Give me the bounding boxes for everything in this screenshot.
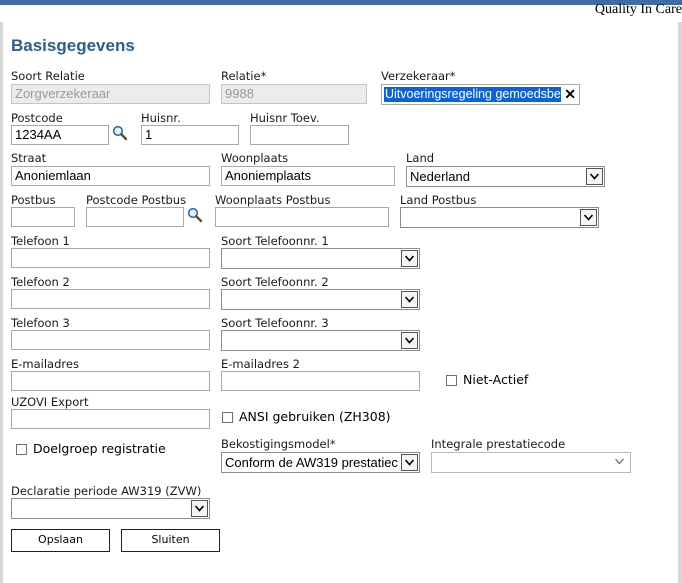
- save-button[interactable]: Opslaan: [11, 529, 110, 552]
- verzekeraar-label: Verzekeraar*: [381, 69, 456, 83]
- integrale-prestatiecode-label: Integrale prestatiecode: [431, 437, 566, 451]
- woonplaats-label: Woonplaats: [221, 151, 289, 165]
- declaratie-periode-label: Declaratie periode AW319 (ZVW): [11, 484, 202, 498]
- doelgroep-label: Doelgroep registratie: [33, 441, 166, 456]
- chevron-down-icon[interactable]: [586, 168, 603, 185]
- close-button[interactable]: Sluiten: [121, 529, 220, 552]
- telefoon3-label: Telefoon 3: [11, 316, 70, 330]
- postcode-input[interactable]: 1234AA: [11, 125, 109, 145]
- land-selected-value: Nederland: [410, 169, 470, 184]
- postcode-postbus-input[interactable]: [86, 207, 184, 227]
- verzekeraar-field[interactable]: [381, 84, 580, 105]
- soort-tel3-label: Soort Telefoonnr. 3: [221, 316, 329, 330]
- ansi-checkbox[interactable]: [222, 412, 233, 423]
- ansi-label: ANSI gebruiken (ZH308): [239, 409, 391, 424]
- chevron-down-icon[interactable]: [401, 291, 418, 308]
- straat-label: Straat: [11, 151, 47, 165]
- postbus-label: Postbus: [11, 193, 56, 207]
- uzovi-export-input[interactable]: [11, 409, 210, 429]
- email2-label: E-mailadres 2: [221, 357, 300, 371]
- soort-tel2-select[interactable]: [221, 289, 420, 310]
- soort-tel2-label: Soort Telefoonnr. 2: [221, 275, 329, 289]
- soort-tel3-select[interactable]: [221, 330, 420, 351]
- woonplaats-input[interactable]: Anoniemplaats: [221, 166, 395, 186]
- land-postbus-select[interactable]: [400, 207, 599, 228]
- bekostigingsmodel-selected-value: Conform de AW319 prestatiec: [225, 455, 398, 470]
- chevron-down-icon[interactable]: [612, 454, 629, 471]
- chevron-down-icon[interactable]: [401, 332, 418, 349]
- niet-actief-checkbox[interactable]: [446, 375, 457, 386]
- search-icon[interactable]: [187, 207, 203, 223]
- chevron-down-icon[interactable]: [401, 454, 418, 471]
- postbus-input[interactable]: [11, 207, 75, 227]
- close-icon[interactable]: ✕: [564, 86, 576, 102]
- chevron-down-icon[interactable]: [401, 250, 418, 267]
- telefoon2-input[interactable]: [11, 289, 210, 309]
- right-border: [678, 22, 682, 583]
- email1-label: E-mailadres: [11, 357, 79, 371]
- doelgroep-checkbox[interactable]: [16, 444, 27, 455]
- land-label: Land: [406, 151, 435, 165]
- soort-tel1-select[interactable]: [221, 248, 420, 269]
- huisnr-label: Huisnr.: [141, 111, 181, 125]
- left-border: [0, 22, 3, 583]
- chevron-down-icon[interactable]: [191, 500, 208, 517]
- uzovi-export-label: UZOVI Export: [11, 395, 89, 409]
- search-icon[interactable]: [112, 125, 128, 141]
- telefoon1-input[interactable]: [11, 248, 210, 268]
- land-postbus-label: Land Postbus: [400, 193, 477, 207]
- land-select[interactable]: [406, 166, 605, 187]
- postcode-postbus-label: Postcode Postbus: [86, 193, 187, 207]
- window-titlebar: [0, 0, 682, 22]
- declaratie-periode-select[interactable]: [11, 498, 210, 519]
- straat-input[interactable]: Anoniemlaan: [11, 166, 210, 186]
- email1-input[interactable]: [11, 371, 210, 391]
- huisnr-toev-input[interactable]: [250, 125, 349, 145]
- page-title: Basisgegevens: [11, 36, 135, 55]
- verzekeraar-selected-value[interactable]: Uitvoeringsregeling gemoedsbe: [385, 87, 561, 101]
- postcode-label: Postcode: [11, 111, 63, 125]
- huisnr-input[interactable]: 1: [141, 125, 239, 145]
- integrale-prestatiecode-select[interactable]: [431, 452, 631, 473]
- bekostigingsmodel-label: Bekostigingsmodel*: [221, 437, 336, 451]
- soort-tel1-label: Soort Telefoonnr. 1: [221, 234, 329, 248]
- titlebar-accent: [0, 0, 682, 5]
- telefoon3-input[interactable]: [11, 330, 210, 350]
- huisnr-toev-label: Huisnr Toev.: [250, 111, 320, 125]
- soort-relatie-field: Zorgverzekeraar: [11, 84, 210, 104]
- telefoon1-label: Telefoon 1: [11, 234, 70, 248]
- woonplaats-postbus-label: Woonplaats Postbus: [215, 193, 331, 207]
- relatie-field: 9988: [221, 84, 367, 104]
- email2-input[interactable]: [221, 371, 420, 391]
- relatie-label: Relatie*: [221, 69, 267, 83]
- soort-relatie-label: Soort Relatie: [11, 69, 85, 83]
- chevron-down-icon[interactable]: [580, 209, 597, 226]
- woonplaats-postbus-input[interactable]: [215, 207, 389, 227]
- telefoon2-label: Telefoon 2: [11, 275, 70, 289]
- window-title: Quality In Care: [594, 2, 682, 17]
- niet-actief-label: Niet-Actief: [463, 372, 529, 387]
- bekostigingsmodel-select[interactable]: [221, 452, 420, 473]
